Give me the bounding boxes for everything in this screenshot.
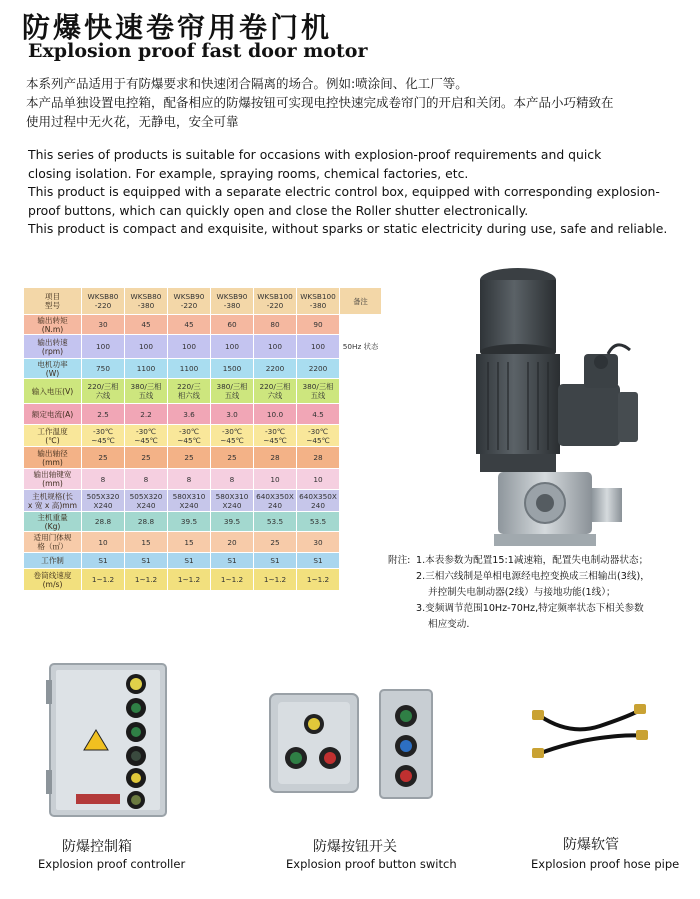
cell-text: 25 — [98, 453, 108, 462]
value-cell — [254, 359, 297, 379]
motor-product-image — [458, 262, 680, 556]
value-cell — [254, 469, 297, 490]
value-cell — [297, 469, 340, 490]
row-label-cell — [24, 532, 82, 553]
cell-text: 220/三相 — [87, 382, 119, 391]
value-cell — [254, 512, 297, 532]
value-cell — [82, 379, 125, 404]
value-cell — [168, 404, 211, 425]
value-cell — [254, 569, 297, 591]
product-caption-cn: 防爆软管 — [563, 837, 619, 853]
value-cell — [82, 425, 125, 447]
cell-text: -30℃ — [221, 426, 243, 436]
value-cell — [297, 553, 340, 569]
value-cell — [168, 532, 211, 553]
cell-text: -30℃ — [178, 426, 200, 436]
value-cell — [297, 315, 340, 335]
cell-text: 1~1.2 — [220, 575, 244, 584]
value-cell — [211, 404, 254, 425]
value-cell — [254, 425, 297, 447]
button-switch-image — [268, 688, 438, 800]
cell-text: 100 — [225, 342, 239, 351]
cell-text: X240 — [93, 500, 113, 510]
cell-text: ~45℃ — [263, 435, 287, 445]
cell-text: 4.5 — [312, 409, 324, 419]
value-cell — [82, 404, 125, 425]
intro-cn — [26, 74, 686, 131]
cell-text: 505X320 — [129, 491, 163, 501]
cell-text: (N.m) — [41, 324, 64, 334]
cell-text: -30℃ — [135, 426, 157, 436]
cell-text: 25 — [184, 453, 194, 462]
intro-en — [28, 146, 678, 239]
cell-text: 53.5 — [309, 517, 327, 526]
value-cell — [211, 469, 254, 490]
note-line: 1.本表参数为配置15:1减速箱，配置失电制动器状态； — [416, 555, 649, 566]
row-label-cell — [24, 315, 82, 335]
remark-cell — [340, 379, 382, 404]
cell-text: 输出轴径 — [37, 448, 68, 458]
cell-text: 五线 — [310, 391, 326, 400]
spec-row — [24, 425, 382, 447]
cell-text: 额定电流(A) — [31, 409, 74, 419]
cell-text: S1 — [184, 556, 194, 565]
cell-text: -220 — [266, 301, 284, 310]
value-cell — [82, 447, 125, 469]
cell-text: 8 — [186, 474, 192, 484]
row-label-cell — [24, 335, 82, 359]
cell-text: (rpm) — [41, 346, 64, 356]
cell-text: 适用门体规 — [33, 533, 72, 542]
cell-text: 型号 — [44, 301, 61, 310]
value-cell — [125, 379, 168, 404]
cell-text: ~45℃ — [134, 435, 158, 445]
remark-cell — [340, 425, 382, 447]
cell-text: S1 — [313, 556, 323, 565]
value-cell — [125, 315, 168, 335]
cell-text: 20 — [227, 537, 237, 547]
value-cell — [168, 490, 211, 512]
row-label-cell — [24, 425, 82, 447]
cell-text: 10.0 — [266, 409, 284, 419]
model-header-cell — [254, 288, 297, 315]
remark-cell — [340, 447, 382, 469]
cell-text: ~45℃ — [306, 435, 330, 445]
cell-text: 3.6 — [183, 409, 195, 419]
value-cell — [82, 359, 125, 379]
remark-cell — [340, 404, 382, 425]
value-cell — [211, 335, 254, 359]
cell-text: 2.5 — [97, 409, 109, 419]
cell-text: -30℃ — [264, 426, 286, 436]
cell-text: 505X320 — [86, 491, 120, 501]
cell-text: 工作制 — [41, 556, 64, 565]
cell-text: ~45℃ — [220, 435, 244, 445]
control-box-image — [46, 660, 170, 820]
model-header-cell — [82, 288, 125, 315]
product-caption-cn: 防爆控制箱 — [62, 839, 132, 855]
cell-text: -380 — [137, 301, 155, 310]
cell-text: S1 — [141, 556, 151, 565]
cell-text: 580X310 — [215, 491, 249, 501]
value-cell — [211, 425, 254, 447]
cell-text: 8 — [229, 474, 235, 484]
value-cell — [82, 553, 125, 569]
row-label-cell — [24, 512, 82, 532]
cell-text: 39.5 — [180, 517, 198, 526]
value-cell — [297, 404, 340, 425]
cell-text: 8 — [143, 474, 149, 484]
value-cell — [297, 532, 340, 553]
cell-text: 主机规格(长 — [32, 491, 73, 501]
cell-text: -380 — [223, 301, 241, 310]
cell-text: -380 — [309, 301, 327, 310]
intro-en-line: This product is compact and exquisite, without sparks or static electricity during use, safe and reliable. — [28, 221, 668, 236]
cell-text: 工作温度 — [37, 426, 68, 436]
value-cell — [125, 335, 168, 359]
value-cell — [82, 335, 125, 359]
header-label-cell — [24, 288, 82, 315]
cell-text: S1 — [227, 556, 237, 565]
value-cell — [125, 553, 168, 569]
cell-text: 220/三相 — [259, 382, 291, 391]
note-line: 3.变频调节范围10Hz-70Hz,特定频率状态下相关参数 — [416, 603, 644, 614]
value-cell — [297, 569, 340, 591]
cell-text: 100 — [268, 342, 282, 351]
cell-text: 主机重量 — [37, 512, 68, 522]
value-cell — [125, 359, 168, 379]
value-cell — [211, 532, 254, 553]
cell-text: WKSB100 — [300, 292, 336, 301]
value-cell — [82, 469, 125, 490]
value-cell — [125, 512, 168, 532]
value-cell — [168, 425, 211, 447]
cell-text: S1 — [270, 556, 280, 565]
value-cell — [254, 379, 297, 404]
cell-text: WKSB80 — [87, 292, 119, 301]
note-line: 并控制失电制动器(2线）与接地功能(1线）； — [428, 587, 616, 598]
product-caption-en: Explosion proof controller — [38, 857, 186, 871]
cell-text: 80 — [270, 320, 280, 329]
spec-row — [24, 335, 382, 359]
cell-text: (Kg) — [44, 521, 61, 531]
cell-text: (℃) — [45, 435, 60, 445]
page-title-cn: 防爆快速卷帘用卷门机 — [22, 11, 333, 44]
spec-row — [24, 469, 382, 490]
cell-text: 1~1.2 — [91, 575, 115, 584]
value-cell — [211, 359, 254, 379]
cell-text: 1~1.2 — [263, 575, 287, 584]
cell-text: 1~1.2 — [177, 575, 201, 584]
cell-text: 25 — [270, 537, 280, 547]
remark-cell — [340, 359, 382, 379]
remarks-header-cell — [340, 288, 382, 315]
intro-en-line: This series of products is suitable for occasions with explosion-proof requirements and quick — [28, 147, 602, 162]
cell-text: 1~1.2 — [134, 575, 158, 584]
value-cell — [254, 335, 297, 359]
spec-row — [24, 359, 382, 379]
spec-table — [23, 287, 382, 591]
value-cell — [125, 425, 168, 447]
cell-text: 28.8 — [94, 517, 112, 526]
cell-text: 六线 — [267, 391, 283, 400]
spec-row — [24, 404, 382, 425]
spec-row — [24, 532, 382, 553]
cell-text: 项目 — [44, 292, 61, 301]
row-label-cell — [24, 404, 82, 425]
value-cell — [211, 569, 254, 591]
cell-text: X240 — [136, 500, 156, 510]
value-cell — [125, 447, 168, 469]
page-title-en: Explosion proof fast door motor — [28, 40, 368, 62]
cell-text: S1 — [98, 556, 108, 565]
cell-text: X240 — [179, 500, 199, 510]
remark-cell — [340, 512, 382, 532]
intro-cn-line: 本系列产品适用于有防爆要求和快速闭合隔离的场合。例如:喷涂间、化工厂等。 — [26, 76, 468, 91]
value-cell — [125, 469, 168, 490]
value-cell — [125, 404, 168, 425]
value-cell — [168, 469, 211, 490]
spec-row — [24, 315, 382, 335]
cell-text: 输出轴键宽 — [33, 470, 72, 479]
value-cell — [211, 447, 254, 469]
cell-text: 380/三相 — [130, 382, 162, 391]
note-line: 相应变动. — [428, 619, 470, 630]
cell-text: 45 — [141, 320, 151, 329]
value-cell — [297, 335, 340, 359]
cell-text: 380/三相 — [302, 382, 334, 391]
product-caption-en: Explosion proof hose pipe — [531, 857, 680, 871]
cell-text: 输出转矩 — [37, 315, 68, 325]
value-cell — [168, 379, 211, 404]
intro-en-line: This product is equipped with a separate electric control box, equipped with corresponding explosion- — [28, 184, 660, 199]
cell-text: ~45℃ — [177, 435, 201, 445]
value-cell — [297, 447, 340, 469]
cell-text: -30℃ — [92, 426, 114, 436]
cell-text: 45 — [184, 320, 194, 329]
value-cell — [168, 553, 211, 569]
cell-text: -220 — [94, 301, 112, 310]
cell-text: -30℃ — [307, 426, 329, 436]
cell-text: 28 — [270, 453, 280, 462]
cell-text: x 宽 x 高)mm — [27, 500, 78, 510]
cell-text: 90 — [313, 320, 323, 329]
hose-pipe-image — [530, 696, 650, 766]
cell-text: 100 — [96, 342, 110, 351]
remark-cell — [340, 532, 382, 553]
value-cell — [168, 447, 211, 469]
row-label-cell — [24, 359, 82, 379]
cell-text: WKSB80 — [130, 292, 162, 301]
value-cell — [211, 512, 254, 532]
cell-text: 2200 — [265, 364, 285, 373]
value-cell — [211, 490, 254, 512]
value-cell — [297, 490, 340, 512]
value-cell — [168, 335, 211, 359]
cell-text: 580X310 — [172, 491, 206, 501]
model-header-cell — [297, 288, 340, 315]
cell-text: ~45℃ — [91, 435, 115, 445]
cell-text: WKSB90 — [216, 292, 248, 301]
row-label-cell — [24, 569, 82, 591]
intro-cn-line: 使用过程中无火花，无静电，安全可靠 — [26, 114, 239, 129]
spec-header-row — [24, 288, 382, 315]
remark-cell — [340, 553, 382, 569]
value-cell — [82, 532, 125, 553]
cell-text: 100 — [182, 342, 196, 351]
value-cell — [211, 315, 254, 335]
cell-text: 25 — [227, 453, 237, 462]
cell-text: 1500 — [222, 364, 242, 373]
value-cell — [297, 379, 340, 404]
model-header-cell — [125, 288, 168, 315]
row-label-cell — [24, 469, 82, 490]
intro-en-line: closing isolation. For example, spraying rooms, chemical factories, etc. — [28, 165, 469, 181]
value-cell — [254, 532, 297, 553]
value-cell — [82, 512, 125, 532]
remark-cell — [340, 490, 382, 512]
cell-text: 30 — [98, 320, 108, 329]
cell-text: 3.0 — [226, 409, 238, 419]
cell-text: 240 — [268, 500, 282, 510]
value-cell — [125, 490, 168, 512]
value-cell — [125, 569, 168, 591]
cell-text: 380/三相 — [216, 382, 248, 391]
spec-row — [24, 512, 382, 532]
cell-text: 输入电压(V) — [31, 386, 74, 396]
cell-text: 100 — [139, 342, 153, 351]
cell-text: 10 — [98, 537, 108, 547]
value-cell — [254, 553, 297, 569]
cell-text: WKSB100 — [257, 292, 293, 301]
value-cell — [254, 404, 297, 425]
cell-text: 220/三 — [177, 382, 201, 391]
cell-text: 相六线 — [178, 391, 200, 400]
value-cell — [168, 569, 211, 591]
cell-text: 五线 — [138, 391, 154, 400]
value-cell — [297, 359, 340, 379]
value-cell — [168, 359, 211, 379]
notes-prefix: 附注: — [388, 555, 411, 566]
value-cell — [254, 315, 297, 335]
cell-text: 25 — [141, 453, 151, 462]
remark-cell — [340, 569, 382, 591]
value-cell — [297, 425, 340, 447]
cell-text: (mm) — [42, 479, 63, 488]
cell-text: 30 — [313, 537, 323, 547]
model-header-cell — [211, 288, 254, 315]
cell-text: 50Hz 状态 — [342, 342, 379, 351]
product-caption-cn: 防爆按钮开关 — [313, 839, 397, 855]
cell-text: 10 — [313, 474, 323, 484]
cell-text: X240 — [222, 500, 242, 510]
cell-text: 电机功率 — [37, 359, 68, 369]
cell-text: 8 — [100, 474, 106, 484]
row-label-cell — [24, 447, 82, 469]
spec-row — [24, 379, 382, 404]
cell-text: 格（㎡） — [37, 542, 68, 551]
value-cell — [168, 512, 211, 532]
cell-text: -220 — [180, 301, 198, 310]
cell-text: 六线 — [95, 391, 111, 400]
value-cell — [254, 490, 297, 512]
cell-text: 60 — [227, 320, 237, 329]
value-cell — [82, 315, 125, 335]
cell-text: 53.5 — [266, 517, 284, 526]
cell-text: 1~1.2 — [306, 575, 330, 584]
cell-text: 750 — [96, 364, 110, 373]
cell-text: 2.2 — [140, 409, 152, 419]
cell-text: 10 — [270, 474, 280, 484]
value-cell — [254, 447, 297, 469]
cell-text: 640X350X — [299, 491, 337, 501]
spec-row — [24, 490, 382, 512]
remark-cell — [340, 335, 382, 359]
cell-text: 备注 — [353, 296, 368, 306]
cell-text: 五线 — [224, 391, 240, 400]
spec-row — [24, 447, 382, 469]
notes — [388, 553, 693, 633]
value-cell — [82, 569, 125, 591]
product-caption-en: Explosion proof button switch — [286, 857, 457, 871]
value-cell — [297, 512, 340, 532]
row-label-cell — [24, 379, 82, 404]
intro-en-line: proof buttons, which can quickly open and close the Roller shutter electronically. — [28, 202, 529, 218]
cell-text: 28.8 — [137, 517, 155, 526]
spec-row — [24, 569, 382, 591]
remark-cell — [340, 469, 382, 490]
value-cell — [168, 315, 211, 335]
cell-text: 39.5 — [223, 517, 241, 526]
cell-text: 640X350X — [256, 491, 294, 501]
value-cell — [211, 553, 254, 569]
cell-text: 1100 — [179, 364, 199, 373]
intro-cn-line: 本产品单独设置电控箱，配备相应的防爆按钮可实现电控快速完成卷帘门的开启和关闭。本产品小巧精致在 — [26, 95, 614, 110]
value-cell — [82, 490, 125, 512]
spec-row — [24, 553, 382, 569]
cell-text: 2200 — [308, 364, 328, 373]
cell-text: 28 — [313, 453, 323, 462]
cell-text: (W) — [45, 368, 60, 378]
model-header-cell — [168, 288, 211, 315]
cell-text: 100 — [311, 342, 325, 351]
value-cell — [211, 379, 254, 404]
cell-text: 卷筒线速度 — [33, 570, 72, 580]
cell-text: 240 — [311, 500, 325, 510]
cell-text: 输出转速 — [37, 337, 68, 347]
value-cell — [125, 532, 168, 553]
row-label-cell — [24, 490, 82, 512]
row-label-cell — [24, 553, 82, 569]
cell-text: WKSB90 — [173, 292, 205, 301]
note-line: 2.三相六线制是单相电源经电控变换成三相输出(3线)， — [416, 571, 650, 582]
cell-text: (m/s) — [42, 579, 63, 589]
cell-text: 1100 — [136, 364, 156, 373]
cell-text: (mm) — [42, 457, 63, 467]
cell-text: 15 — [184, 537, 194, 547]
remark-cell — [340, 315, 382, 335]
cell-text: 15 — [141, 537, 151, 547]
